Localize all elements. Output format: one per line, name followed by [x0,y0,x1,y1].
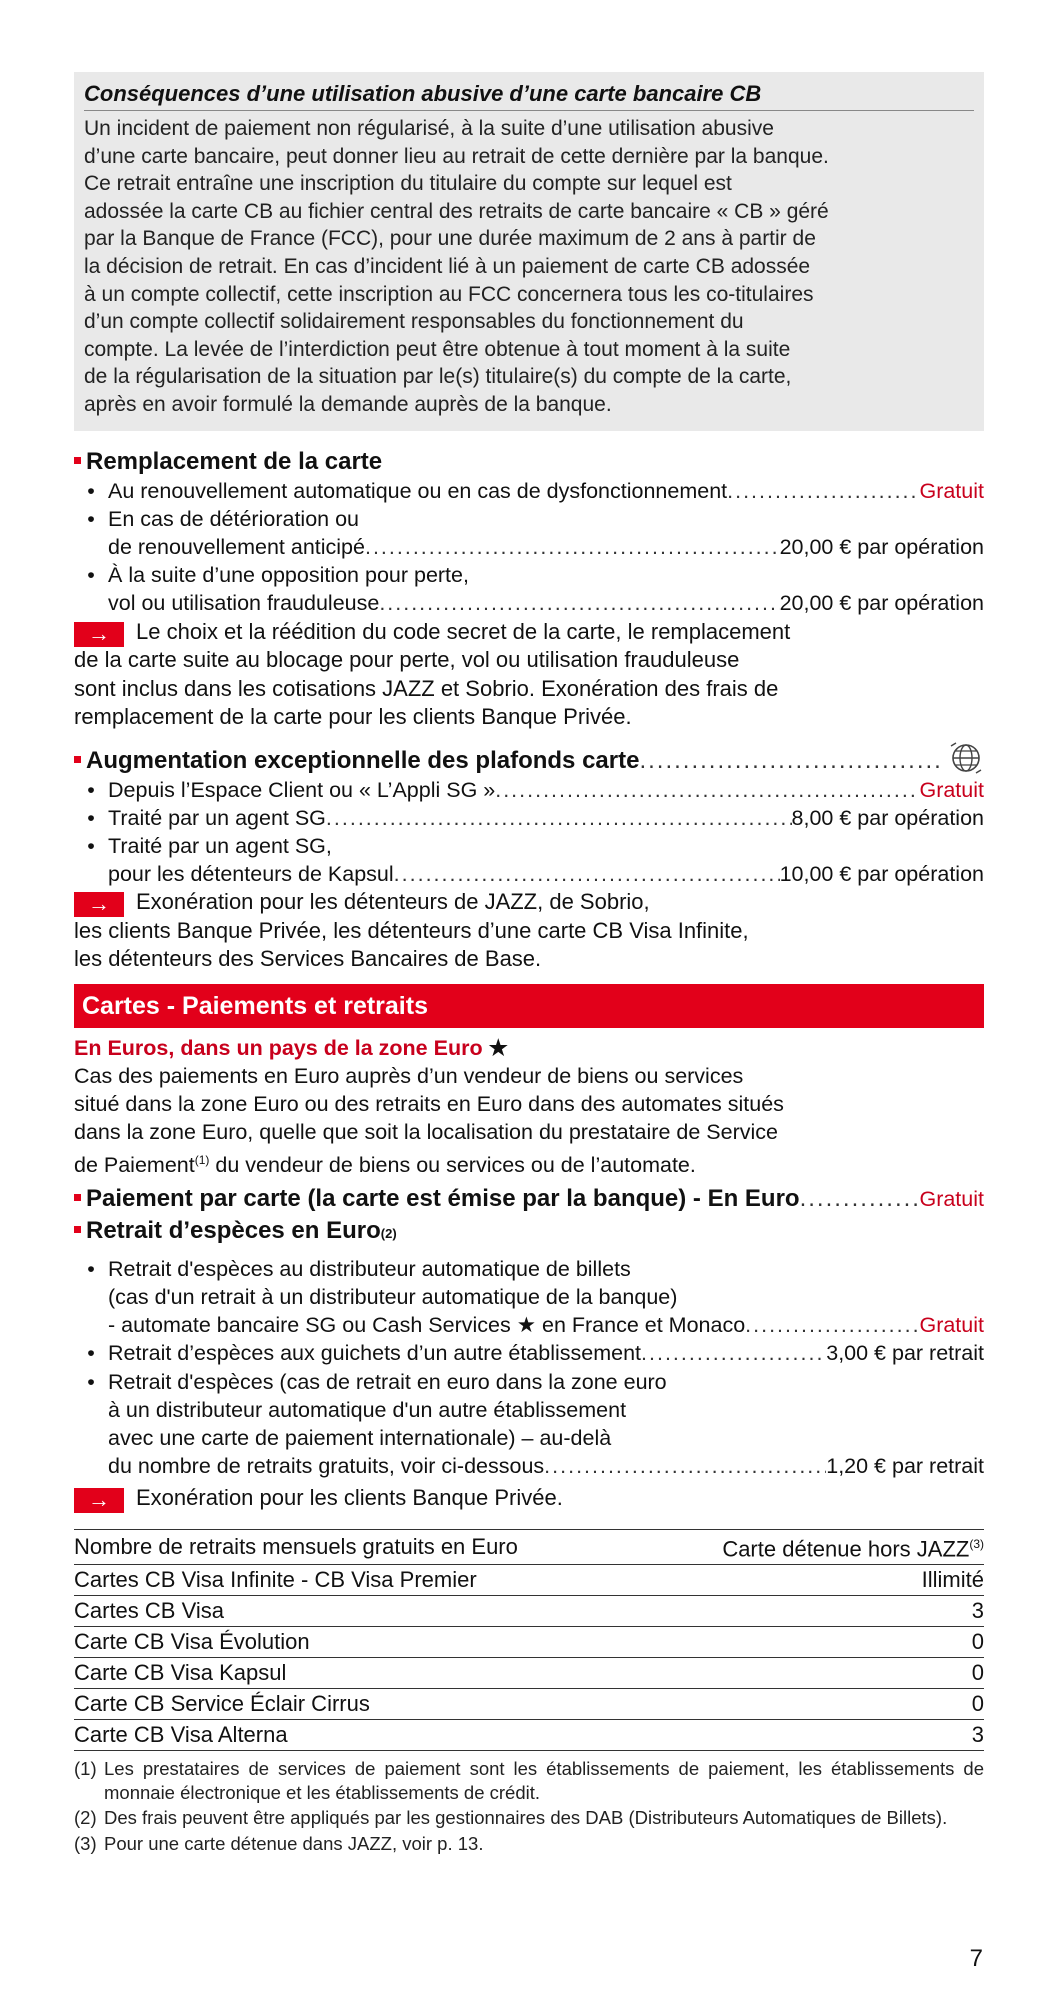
box-title: Conséquences d’une utilisation abusive d’une carte bancaire CB [84,80,974,111]
limits-note: → Exonération pour les détenteurs de JAZZ, de Sobrio, les clients Banque Privée, les détenteurs d’une carte CB Visa Infinite, les détenteurs des Services Bancaires de Base. [74,889,749,972]
box-line: compte. La levée de l’interdiction peut être obtenue à tout moment à la suite [84,337,791,361]
fee-row: • En cas de détérioration ou [87,506,359,531]
arrow-icon: → [74,892,124,917]
fee-row: • Retrait d'espèces au distributeur automatique de billets [87,1256,631,1281]
table-row: Carte CB Visa Évolution 0 [74,1627,984,1658]
fee-row: • Retrait d’espèces aux guichets d’un autre établissement ..... 3,00 € par retrait [74,1339,984,1367]
fee-value: 8,00 € par opération [791,805,984,830]
limits-section [74,732,984,974]
fee-row: • Traité par un agent SG ..... 8,00 € par opération [74,804,984,832]
fee-value: 3,00 € par retrait [826,1341,984,1366]
table-row: Carte CB Service Éclair Cirrus 0 [74,1689,984,1720]
fee-row: • Depuis l’Espace Client ou « L’Appli SG » ..... Gratuit [74,776,984,804]
page-number: 7 [969,1945,983,1972]
box-line: d’une carte bancaire, peut donner lieu au retrait de cette dernière par la banque. [84,144,829,168]
star-icon: ★ [488,1035,508,1060]
page [74,72,984,1855]
fee-value: Gratuit [919,777,984,802]
fee-row: • Traité par un agent SG, [87,833,332,858]
footnotes [74,1757,984,1855]
fee-row: du nombre de retraits gratuits, voir ci-dessous ..... 1,20 € par retrait [74,1452,984,1480]
section-bar: Cartes - Paiements et retraits [74,984,984,1028]
table-header: Nombre de retraits mensuels gratuits en Euro [74,1529,646,1564]
limits-heading: Augmentation exceptionnelle des plafonds carte ..... [74,732,984,776]
fee-row: de renouvellement anticipé ..... 20,00 € par opération [74,533,984,561]
fee-row: • Retrait d'espèces (cas de retrait en euro dans la zone euro [87,1369,667,1394]
abusive-use-box [74,72,984,431]
withdrawals-table [74,1529,984,1751]
table-row: Cartes CB Visa Infinite - CB Visa Premier Illimité [74,1565,984,1596]
fee-value: Gratuit [919,1186,984,1211]
box-line: adossée la carte CB au fichier central des retraits de carte bancaire « CB » géré [84,199,829,223]
fee-row: avec une carte de paiement internationale) – au-delà [108,1426,612,1451]
box-line: d’un compte collectif solidairement responsables du fonctionnement du [84,310,744,334]
box-line: Ce retrait entraîne une inscription du titulaire du compte sur lequel est [84,172,732,196]
table-header: Carte détenue hors JAZZ$^{(3)}$ [646,1529,984,1564]
replacement-note: → Le choix et la réédition du code secret de la carte, le remplacement de la carte suite au blocage pour perte, vol ou utilisation frauduleuse sont inclus dans les cotisations JAZZ et Sobrio. Exonération des frais de remplacement de la carte pour les clients Banque Privée. [74,618,791,730]
globe-icon [948,740,984,776]
box-line: après en avoir formulé la demande auprès de la banque. [84,392,612,416]
box-line: la décision de retrait. En cas d’incident lié à un paiement de carte CB adossée [84,254,811,278]
bullet-square [74,1226,81,1233]
table-row: Carte CB Visa Kapsul 0 [74,1658,984,1689]
fee-value: 20,00 € par opération [779,534,984,559]
fee-row: • À la suite d’une opposition pour perte, [87,563,469,588]
footnote: (3) Pour une carte détenue dans JAZZ, voir p. 13. [74,1832,484,1854]
bullet-square [74,1194,81,1201]
fee-row: pour les détenteurs de Kapsul ..... 10,00 € par opération [74,860,984,888]
euro-note: → Exonération pour les clients Banque Privée. [74,1484,984,1513]
fee-row: • Au renouvellement automatique ou en cas de dysfonctionnement ..... Gratuit [74,477,984,505]
bullet-square [74,457,81,464]
fee-value: Gratuit [919,478,984,503]
fee-row: vol ou utilisation frauduleuse ..... 20,00 € par opération [74,589,984,617]
box-text [84,115,974,419]
euro-intro: Cas des paiements en Euro auprès d’un vendeur de biens ou services situé dans la zone Euro ou des retraits en Euro dans des automates situés dans la zone Euro, quelle que soit la localisation du prestataire de Service de Paiement$^{(1)}$ du vendeur de biens ou services ou de l’automate. [74,1063,784,1178]
replacement-heading: Remplacement de la carte [74,447,984,477]
fee-row: à un distributeur automatique d'un autre établissement [108,1397,627,1422]
footnote: (1) Les prestataires de services de paiement sont les établissements de paiement, les établissements de monnaie électronique et les établissements de crédit. [74,1758,984,1803]
fee-row: - automate bancaire SG ou Cash Services ★ en France et Monaco ..... Gratuit [74,1311,984,1339]
euro-section [74,1034,984,1513]
star-icon: ★ [516,1313,536,1338]
fee-row: (cas d'un retrait à un distributeur automatique de la banque) [108,1285,678,1310]
box-line: de la régularisation de la situation par le(s) titulaire(s) du compte de la carte, [84,365,792,389]
fee-value: 20,00 € par opération [779,591,984,616]
withdrawal-heading: Retrait d’espèces en Euro (2) [74,1216,984,1249]
payment-heading: Paiement par carte (la carte est émise par la banque) - En Euro ..... Gratuit [74,1184,984,1214]
table-row: Carte CB Visa Alterna 3 [74,1720,984,1751]
footnote: (2) Des frais peuvent être appliqués par les gestionnaires des DAB (Distributeurs Automatiques de Billets). [74,1807,948,1829]
arrow-icon: → [74,1488,124,1513]
replacement-section [74,447,984,732]
table-header-row [74,1529,984,1564]
bullet-square [74,756,81,763]
table-row: Cartes CB Visa 3 [74,1596,984,1627]
box-line: Un incident de paiement non régularisé, à la suite d’une utilisation abusive [84,117,774,140]
box-line: à un compte collectif, cette inscription au FCC concernera tous les co-titulaires [84,282,814,306]
box-line: par la Banque de France (FCC), pour une durée maximum de 2 ans à partir de [84,227,816,251]
fee-value: Gratuit [919,1313,984,1338]
fee-value: 10,00 € par opération [779,862,984,887]
euro-subheading: En Euros, dans un pays de la zone Euro ★ [74,1035,508,1060]
fee-value: 1,20 € par retrait [826,1454,984,1479]
arrow-icon: → [74,622,124,647]
